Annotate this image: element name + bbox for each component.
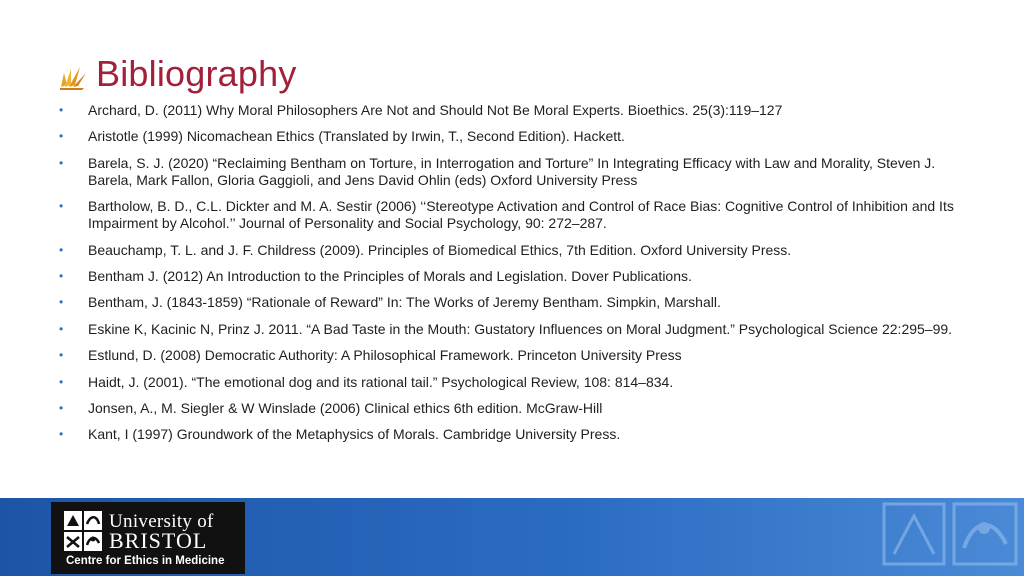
bibliography-item xyxy=(58,347,958,364)
reference-text: Archard, D. (2011) Why Moral Philosophers Are Not and Should Not Be Moral Experts. Bioethics. 25(3):119–127 xyxy=(88,102,783,118)
bibliography-item xyxy=(58,374,958,391)
bullet: • xyxy=(59,268,64,283)
bullet: • xyxy=(59,427,64,442)
reference-text: Barela, S. J. (2020) “Reclaiming Bentham on Torture, in Interrogation and Torture” In Integrating Efficacy with Law and Morality, Steven J. Barela, Mark Fallon, Gloria Gaggioli, and Jens David Ohlin (eds) Oxford University Press xyxy=(88,154,936,188)
bullet: • xyxy=(59,374,64,389)
university-logo xyxy=(51,502,245,574)
bibliography-item xyxy=(58,400,958,417)
bullet: • xyxy=(59,321,64,336)
bullet: • xyxy=(59,242,64,257)
bullet: • xyxy=(59,400,64,415)
crest-watermark-icon xyxy=(874,498,1024,576)
bullet: • xyxy=(59,129,64,144)
bibliography-item xyxy=(58,268,958,285)
reference-text: Bentham, J. (1843-1859) “Rationale of Reward” In: The Works of Jeremy Bentham. Simpkin, Marshall. xyxy=(88,294,721,311)
bullet: • xyxy=(59,295,64,310)
bullet: • xyxy=(59,103,64,117)
bibliography-list xyxy=(58,102,958,453)
bibliography-item xyxy=(58,155,958,189)
bibliography-item xyxy=(58,102,958,119)
reference-text: Eskine K, Kacinic N, Prinz J. 2011. “A Bad Taste in the Mouth: Gustatory Influences on Moral Judgment.” Psychological Science 22:295–99. xyxy=(88,320,953,337)
reference-text: Kant, I (1997) Groundwork of the Metaphysics of Morals. Cambridge University Press. xyxy=(88,426,621,443)
reference-text: Estlund, D. (2008) Democratic Authority: A Philosophical Framework. Princeton University Press xyxy=(88,347,682,364)
university-crest-icon xyxy=(63,510,103,552)
bibliography-item xyxy=(58,426,958,443)
title-row xyxy=(58,52,297,96)
reference-text: Jonsen, A., M. Siegler & W Winslade (2006) Clinical ethics 6th edition. McGraw-Hill xyxy=(88,399,603,416)
bibliography-item xyxy=(58,294,958,311)
logo-line-centre: Centre for Ethics in Medicine xyxy=(66,555,225,567)
bullet: • xyxy=(59,199,64,214)
bibliography-item xyxy=(58,321,958,338)
logo-line-university: University of xyxy=(109,511,214,532)
bibliography-item xyxy=(58,128,958,145)
reference-text: Bentham J. (2012) An Introduction to the Principles of Morals and Legislation. Dover Publications. xyxy=(88,267,692,284)
bibliography-item xyxy=(58,242,958,259)
bullet: • xyxy=(59,155,64,170)
slide-title: Bibliography xyxy=(96,53,297,94)
logo-line-bristol: BRISTOL xyxy=(109,528,208,553)
bibliography-item xyxy=(58,198,958,232)
flame-icon xyxy=(58,61,88,91)
reference-text: Beauchamp, T. L. and J. F. Childress (2009). Principles of Biomedical Ethics, 7th Edition. Oxford University Press. xyxy=(88,241,792,258)
reference-text: Aristotle (1999) Nicomachean Ethics (Translated by Irwin, T., Second Edition). Hackett. xyxy=(88,128,625,145)
bullet: • xyxy=(59,348,64,363)
reference-text: Bartholow, B. D., C.L. Dickter and M. A. Sestir (2006) ‘‘Stereotype Activation and Control of Race Bias: Cognitive Control of Inhibition and Its Impairment by Alcohol.’’ Journal of Personality and Social Psychology, 90: 272–287. xyxy=(88,198,954,232)
reference-text: Haidt, J. (2001). “The emotional dog and its rational tail.” Psychological Review, 108: 814–834. xyxy=(88,373,674,390)
